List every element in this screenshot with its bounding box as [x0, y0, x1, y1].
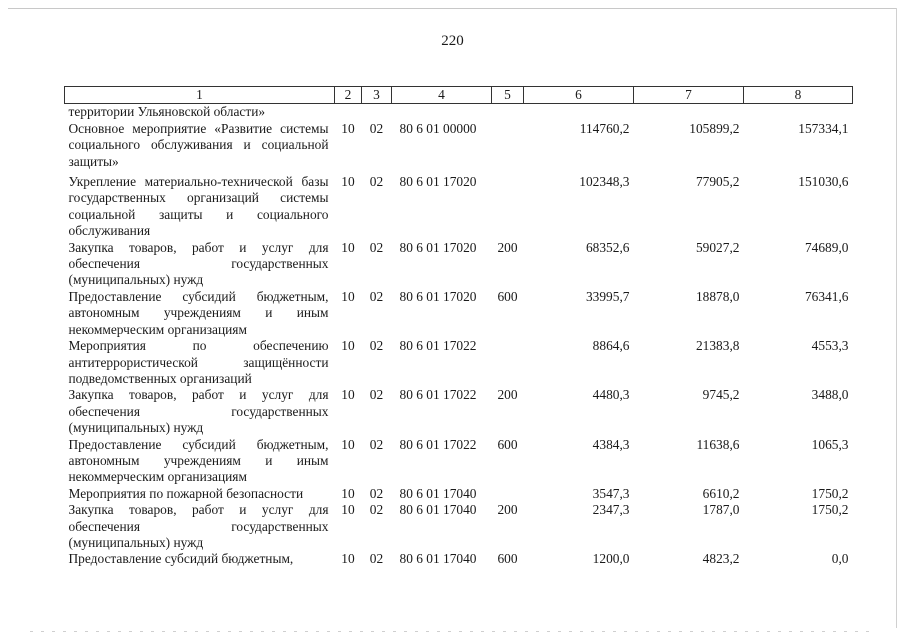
row-amount-col7: 1787,0 [702, 502, 740, 518]
row-amount-col6: 114760,2 [579, 120, 630, 136]
row-section: 10 [341, 502, 355, 518]
row-name: Предоставление субсидий бюджетным, [68, 551, 294, 567]
scan-noise-line [30, 631, 875, 632]
table-row [65, 338, 853, 387]
row-amount-col7: 4823,2 [702, 551, 740, 567]
row-subsection: 02 [369, 338, 384, 354]
table-row [65, 502, 853, 551]
row-section: 10 [341, 485, 355, 501]
row-amount-col6: 8864,6 [592, 338, 630, 354]
row-amount-col6: 33995,7 [585, 288, 630, 304]
row-amount-col8 [744, 104, 853, 121]
row-target-article: 80 6 01 17022 [399, 387, 477, 403]
scan-edge-right [896, 8, 897, 628]
row-amount-col6 [524, 104, 634, 121]
row-name: Основное мероприятие «Развитие системы социального обслуживания и социальной защиты» [68, 120, 329, 169]
row-section: 10 [341, 120, 355, 136]
header-col-7: 7 [634, 87, 744, 104]
row-name: Мероприятия по обеспечению антитеррористической защищённости подведомственных организаций [68, 338, 329, 386]
row-amount-col7 [634, 104, 744, 121]
header-col-3: 3 [362, 87, 392, 104]
row-amount-col8: 1065,3 [811, 436, 849, 452]
row-section: 10 [341, 239, 355, 255]
header-col-8: 8 [744, 87, 853, 104]
row-expense-type: 600 [497, 436, 518, 452]
row-section: 10 [341, 288, 355, 304]
row-amount-col6: 4480,3 [592, 387, 630, 403]
row-expense-type [492, 121, 524, 170]
row-amount-col8: 1750,2 [811, 502, 849, 518]
row-amount-col8: 157334,1 [798, 120, 849, 136]
row-name: Предоставление субсидий бюджетным, автономным учреждениям и иным некоммерческим организациям [68, 436, 329, 485]
row-expense-type: 200 [497, 239, 518, 255]
row-expense-type [492, 486, 524, 502]
row-amount-col6: 68352,6 [585, 239, 630, 255]
row-expense-type: 600 [497, 288, 518, 304]
row-amount-col7: 21383,8 [695, 338, 740, 354]
row-amount-col8: 0,0 [831, 551, 849, 567]
row-amount-col8: 3488,0 [811, 387, 849, 403]
row-amount-col8: 4553,3 [811, 338, 849, 354]
header-col-2: 2 [335, 87, 362, 104]
row-amount-col6: 4384,3 [592, 436, 630, 452]
row-expense-type [492, 170, 524, 240]
row-subsection: 02 [369, 239, 384, 255]
row-expense-type: 600 [497, 551, 518, 567]
row-subsection: 02 [369, 174, 384, 190]
table-body [65, 104, 853, 568]
row-subsection: 02 [369, 120, 384, 136]
table-row [65, 437, 853, 486]
table-row [65, 551, 853, 567]
scan-edge-top [8, 8, 897, 9]
row-amount-col7: 77905,2 [695, 174, 740, 190]
row-expense-type [492, 338, 524, 387]
row-amount-col6: 2347,3 [592, 502, 630, 518]
row-target-article: 80 6 01 17022 [399, 436, 477, 452]
row-amount-col6: 1200,0 [592, 551, 630, 567]
row-subsection [362, 104, 392, 121]
table-row [65, 387, 853, 436]
row-name: Укрепление материально-технической базы государственных организаций системы социальной защиты и социального обслуживания [68, 174, 329, 239]
row-section: 10 [341, 387, 355, 403]
row-amount-col7: 11638,6 [696, 436, 740, 452]
row-amount-col8: 74689,0 [804, 239, 849, 255]
row-section: 10 [341, 436, 355, 452]
row-subsection: 02 [369, 502, 384, 518]
row-target-article: 80 6 01 00000 [399, 120, 477, 136]
row-section: 10 [341, 338, 355, 354]
row-name: Закупка товаров, работ и услуг для обеспечения государственных (муниципальных) нужд [68, 502, 329, 550]
row-name: Предоставление субсидий бюджетным, автономным учреждениям и иным некоммерческим организациям [68, 288, 329, 337]
row-amount-col7: 18878,0 [695, 288, 740, 304]
header-row [65, 87, 853, 104]
row-amount-col8: 1750,2 [811, 485, 849, 501]
budget-table-wrapper [64, 86, 852, 568]
table-header [65, 87, 853, 104]
row-target-article: 80 6 01 17040 [399, 551, 477, 567]
header-col-1: 1 [65, 87, 335, 104]
row-subsection: 02 [369, 485, 384, 501]
row-amount-col7: 9745,2 [702, 387, 740, 403]
row-target-article: 80 6 01 17040 [399, 502, 477, 518]
row-expense-type: 200 [497, 387, 518, 403]
header-col-4: 4 [392, 87, 492, 104]
row-name: Мероприятия по пожарной безопасности [68, 485, 304, 501]
row-target-article: 80 6 01 17020 [399, 239, 477, 255]
table-row [65, 289, 853, 338]
table-row [65, 486, 853, 502]
row-target-article [392, 104, 492, 121]
row-target-article: 80 6 01 17022 [399, 338, 477, 354]
row-amount-col8: 76341,6 [804, 288, 849, 304]
row-subsection: 02 [369, 551, 384, 567]
page-number: 220 [441, 33, 464, 49]
header-col-5: 5 [492, 87, 524, 104]
row-subsection: 02 [369, 436, 384, 452]
row-section [335, 104, 362, 121]
row-name: территории Ульяновской области» [68, 104, 266, 120]
header-col-6: 6 [524, 87, 634, 104]
table-row [65, 121, 853, 170]
row-amount-col7: 59027,2 [695, 239, 740, 255]
row-amount-col7: 105899,2 [689, 120, 740, 136]
row-target-article: 80 6 01 17020 [399, 288, 477, 304]
row-section: 10 [341, 174, 355, 190]
budget-table [64, 86, 853, 568]
row-name: Закупка товаров, работ и услуг для обеспечения государственных (муниципальных) нужд [68, 239, 329, 288]
row-amount-col7: 6610,2 [702, 485, 740, 501]
row-expense-type: 200 [497, 502, 518, 518]
row-expense-type [492, 104, 524, 121]
row-name: Закупка товаров, работ и услуг для обеспечения государственных (муниципальных) нужд [68, 387, 329, 436]
row-subsection: 02 [369, 288, 384, 304]
row-amount-col6: 102348,3 [579, 174, 630, 190]
row-subsection: 02 [369, 387, 384, 403]
table-row [65, 240, 853, 289]
row-amount-col6: 3547,3 [592, 485, 630, 501]
table-row [65, 170, 853, 240]
table-row [65, 104, 853, 121]
row-section: 10 [341, 551, 355, 567]
row-target-article: 80 6 01 17040 [399, 485, 477, 501]
row-target-article: 80 6 01 17020 [399, 174, 477, 190]
row-amount-col8: 151030,6 [798, 174, 849, 190]
